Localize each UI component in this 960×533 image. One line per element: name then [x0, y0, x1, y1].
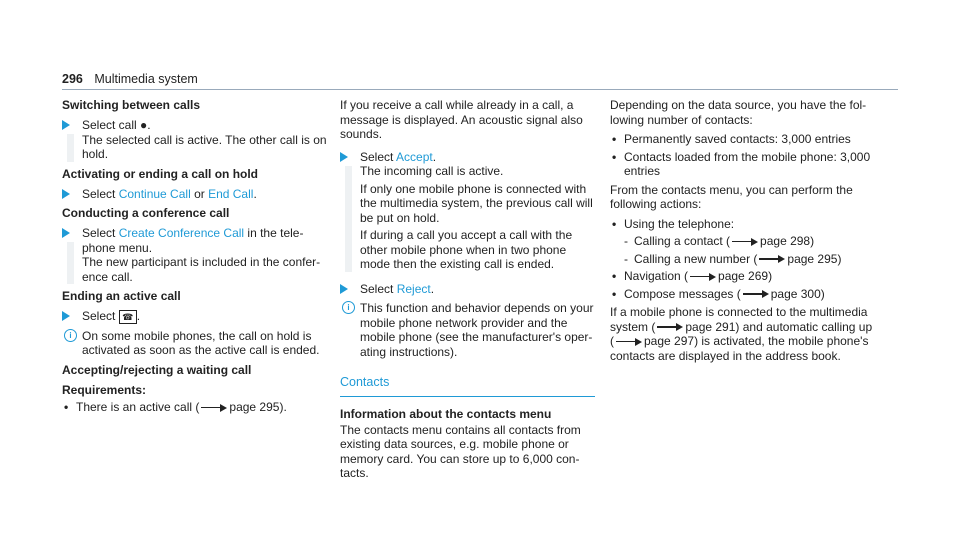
page-number: 296	[62, 72, 83, 86]
contacts-info-text: The contacts menu contains all contacts from existing data sources, e.g. mobile phone or memory card. You can store up to 6,000 con-tacts.	[340, 422, 581, 480]
contacts-count-intro: Depending on the data source, you have the fol-lowing number of contacts:	[610, 98, 867, 127]
step-arrow-icon	[62, 189, 70, 199]
ending-note: i On some mobile phones, the call on hold is activated as soon as the active call is ended.	[62, 329, 327, 358]
contacts-outro: If a mobile phone is connected to the multimedia system ( page 291) and automatic calling up ( page 297) is activated, the mobile phone's contacts are displayed in the address book.	[610, 305, 873, 363]
contacts-info-title: Information about the contacts menu	[340, 406, 552, 421]
step-arrow-icon	[62, 228, 70, 238]
actions-intro: From the contacts menu, you can perform the following actions:	[610, 182, 853, 211]
continue-call-option: Continue Call	[118, 186, 191, 201]
requirement-item: • There is an active call ( page 295).	[62, 400, 327, 415]
contacts-section-title: Contacts	[340, 375, 390, 389]
page-link[interactable]: page 291	[685, 319, 736, 334]
page-ref-arrow-icon	[743, 290, 769, 298]
column-1	[62, 98, 327, 417]
page-header	[62, 72, 198, 87]
page-ref-arrow-icon	[759, 255, 785, 263]
accept-option: Accept	[396, 149, 433, 164]
list-item: • Permanently saved contacts: 3,000 entries	[610, 132, 875, 147]
conference-title: Conducting a conference call	[62, 206, 230, 220]
end-call-option: End Call	[208, 186, 254, 201]
list-item: • Contacts loaded from the mobile phone: 3,000 entries	[610, 150, 875, 179]
list-item: • Navigation ( page 269)	[610, 269, 875, 284]
section-divider	[340, 396, 595, 397]
info-icon: i	[342, 301, 355, 314]
page-link[interactable]: page 300	[770, 286, 821, 301]
switching-step: Select call ●. The selected call is active. The other call is on hold.	[62, 118, 327, 162]
ending-step: Select ☎ .	[62, 309, 327, 324]
create-conference-option: Create Conference Call	[118, 226, 245, 240]
step-arrow-icon	[62, 311, 70, 321]
page-ref-arrow-icon	[616, 338, 642, 346]
info-icon: i	[64, 329, 77, 342]
column-3	[610, 98, 875, 368]
page-ref-arrow-icon	[732, 238, 758, 246]
page-link[interactable]: page 295	[787, 251, 838, 266]
page-ref-arrow-icon	[201, 404, 227, 412]
waiting-intro: If you receive a call while already in a call, a message is displayed. An acoustic signal also sounds.	[340, 98, 583, 141]
header-divider	[62, 89, 898, 90]
step-arrow-icon	[62, 120, 70, 130]
page-ref-arrow-icon	[690, 273, 716, 281]
activating-step: Select Continue Call or End Call.	[62, 187, 327, 202]
page-link[interactable]: page 269	[718, 269, 769, 283]
conference-step: Select Create Conference Call in the tele-phone menu. The new participant is included in the confer-ence call.	[62, 226, 327, 284]
step-arrow-icon	[340, 152, 348, 162]
sub-list-item: - Calling a new number ( page 295)	[610, 252, 875, 267]
accept-step: Select Accept. The incoming call is active. If only one mobile phone is connected with the multimedia system, the previous call will be put on hold. If during a call you accept a call with the other mobile phone when in two phone mode then the existing call is ended.	[340, 150, 595, 272]
page-link[interactable]: page 298	[760, 234, 811, 248]
column-2	[340, 98, 595, 486]
activating-title: Activating or ending a call on hold	[62, 166, 259, 181]
switching-title: Switching between calls	[62, 98, 201, 112]
reject-note: i This function and behavior depends on your mobile phone network provider and the mobile phone (see the manufacturer's oper-ating instructions).	[340, 301, 595, 359]
page-link[interactable]: page 297	[644, 334, 695, 348]
page-ref-arrow-icon	[657, 323, 683, 331]
accepting-title: Accepting/rejecting a waiting call	[62, 362, 252, 377]
end-call-phone-icon: ☎	[119, 310, 137, 324]
ending-title: Ending an active call	[62, 289, 181, 303]
list-item: • Compose messages ( page 300)	[610, 287, 875, 302]
page-header-title: Multimedia system	[94, 72, 198, 86]
requirements-label: Requirements:	[62, 382, 147, 397]
step-arrow-icon	[340, 284, 348, 294]
reject-step: Select Reject.	[340, 282, 595, 297]
sub-list-item: - Calling a contact ( page 298)	[610, 234, 875, 249]
reject-option: Reject	[396, 281, 431, 296]
list-item: • Using the telephone:	[610, 217, 875, 232]
page-link[interactable]: page 295	[229, 399, 280, 414]
